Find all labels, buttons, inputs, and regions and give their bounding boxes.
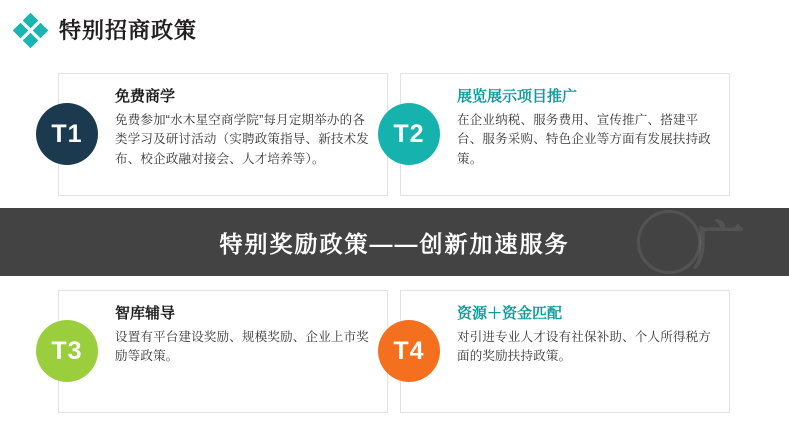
section-banner: [0, 208, 789, 276]
policy-badge-3: T3: [36, 320, 98, 382]
page-title: 特别招商政策: [59, 18, 198, 43]
policy-card-body-4: [457, 291, 719, 367]
policy-card-body-3: [115, 291, 377, 367]
policy-badge-2: T2: [378, 103, 440, 165]
watermark-circle-icon: [637, 210, 701, 274]
policy-card-text-3: 设置有平台建设奖励、规模奖励、企业上市奖励等政策。: [115, 330, 370, 364]
policy-card-2: [393, 73, 730, 196]
policy-card-title-1: 免费商学: [115, 88, 176, 105]
policy-card-4: [393, 290, 730, 413]
slide-header: [0, 0, 789, 62]
policy-card-text-2: 在企业纳税、服务费用、宣传推广、搭建平台、服务采购、特色企业等方面有发展扶持政策。: [457, 113, 712, 166]
policy-card-title-2: 展览展示项目推广: [457, 88, 578, 105]
policy-card-title-4: 资源＋资金匹配: [457, 305, 563, 322]
policy-card-body-2: [457, 74, 719, 169]
policy-card-1: [51, 73, 388, 196]
policy-badge-1: T1: [36, 103, 98, 165]
policy-card-text-4: 对引进专业人才设有社保补助、个人所得税方面的奖励扶持政策。: [457, 330, 712, 364]
policy-card-text-1: 免费参加“水木星空商学院”每月定期举办的各类学习及研讨活动（实聘政策指导、新技术发布、校企政融对接会、人才培养等）。: [115, 113, 370, 166]
diamond-cluster-logo-icon: [14, 14, 48, 48]
section-banner-title: 特别奖励政策——创新加速服务: [219, 230, 570, 257]
watermark-text: 广: [692, 218, 747, 276]
policy-card-body-1: [115, 74, 377, 169]
policy-badge-4: T4: [378, 320, 440, 382]
policy-card-title-3: 智库辅导: [115, 305, 176, 322]
policy-card-3: [51, 290, 388, 413]
